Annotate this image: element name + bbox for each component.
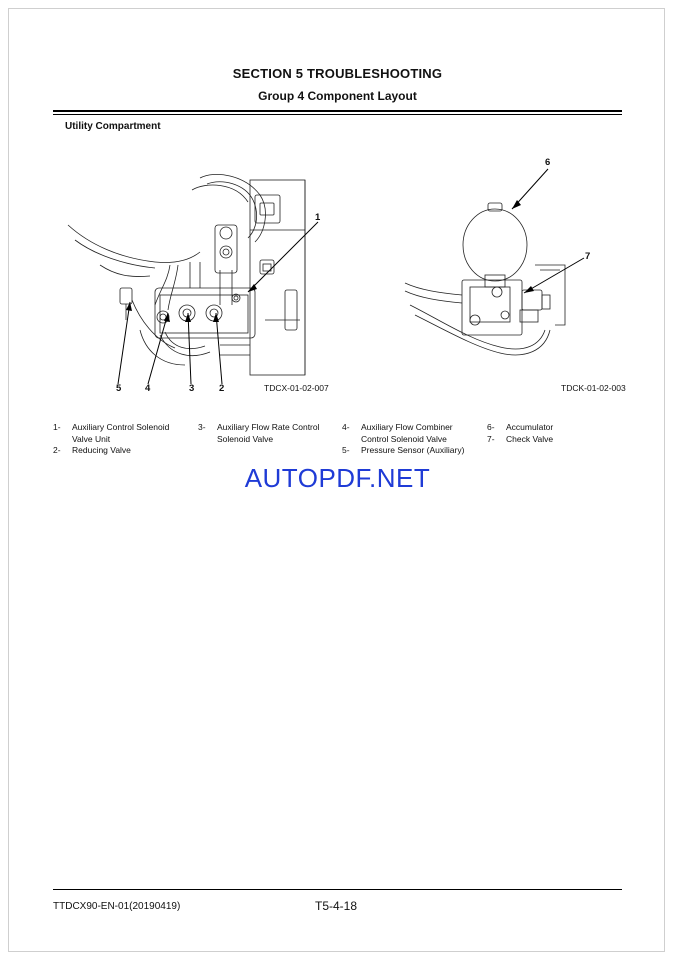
legend-text: Pressure Sensor (Auxiliary)	[361, 445, 465, 455]
legend-item-6	[487, 422, 597, 468]
accumulator-illustration	[400, 165, 600, 365]
group-title: Group 4 Component Layout	[258, 89, 417, 103]
subheading: Utility Compartment	[65, 121, 161, 132]
legend-text: Auxiliary Flow Combiner	[361, 422, 453, 432]
legend-text: Accumulator	[506, 422, 554, 432]
figure-left-id: TDCX-01-02-007	[264, 383, 329, 393]
watermark-link[interactable]: AUTOPDF.NET	[244, 463, 431, 493]
callout-1: 1	[315, 212, 321, 223]
header-rule-thick	[53, 110, 622, 112]
legend-text: Reducing Valve	[72, 445, 131, 455]
legend-text: Check Valve	[506, 433, 554, 444]
legend-item-3	[198, 422, 338, 468]
section-title: SECTION 5 TROUBLESHOOTING	[232, 66, 443, 81]
footer-page-number: T5-4-18	[315, 899, 358, 913]
legend-num: 3-	[198, 422, 206, 432]
callout-5: 5	[116, 383, 122, 394]
legend-num: 1-	[53, 422, 61, 432]
legend-num: 5-	[342, 445, 350, 455]
valve-unit-illustration	[60, 170, 320, 385]
figure-right-id: TDCK-01-02-003	[561, 383, 626, 393]
legend-num: 4-	[342, 422, 350, 432]
legend-item-1	[53, 422, 183, 468]
callout-7: 7	[585, 251, 591, 262]
legend-text: Auxiliary Control Solenoid	[72, 422, 170, 432]
footer-rule	[53, 889, 622, 890]
header-rule-thin	[53, 114, 622, 115]
legend-num: 2-	[53, 445, 61, 455]
callout-4: 4	[145, 383, 151, 394]
callout-6: 6	[545, 157, 551, 168]
legend-text: Control Solenoid Valve	[361, 433, 447, 444]
legend-text: Solenoid Valve	[217, 433, 274, 444]
legend-num: 6-	[487, 422, 495, 432]
callout-2: 2	[219, 383, 225, 394]
legend-num: 7-	[487, 433, 495, 444]
legend-text: Valve Unit	[72, 433, 111, 444]
callout-3: 3	[189, 383, 195, 394]
footer-doc-code: TTDCX90-EN-01(20190419)	[53, 901, 181, 912]
legend-text: Auxiliary Flow Rate Control	[217, 422, 320, 432]
legend-item-4	[342, 422, 482, 468]
